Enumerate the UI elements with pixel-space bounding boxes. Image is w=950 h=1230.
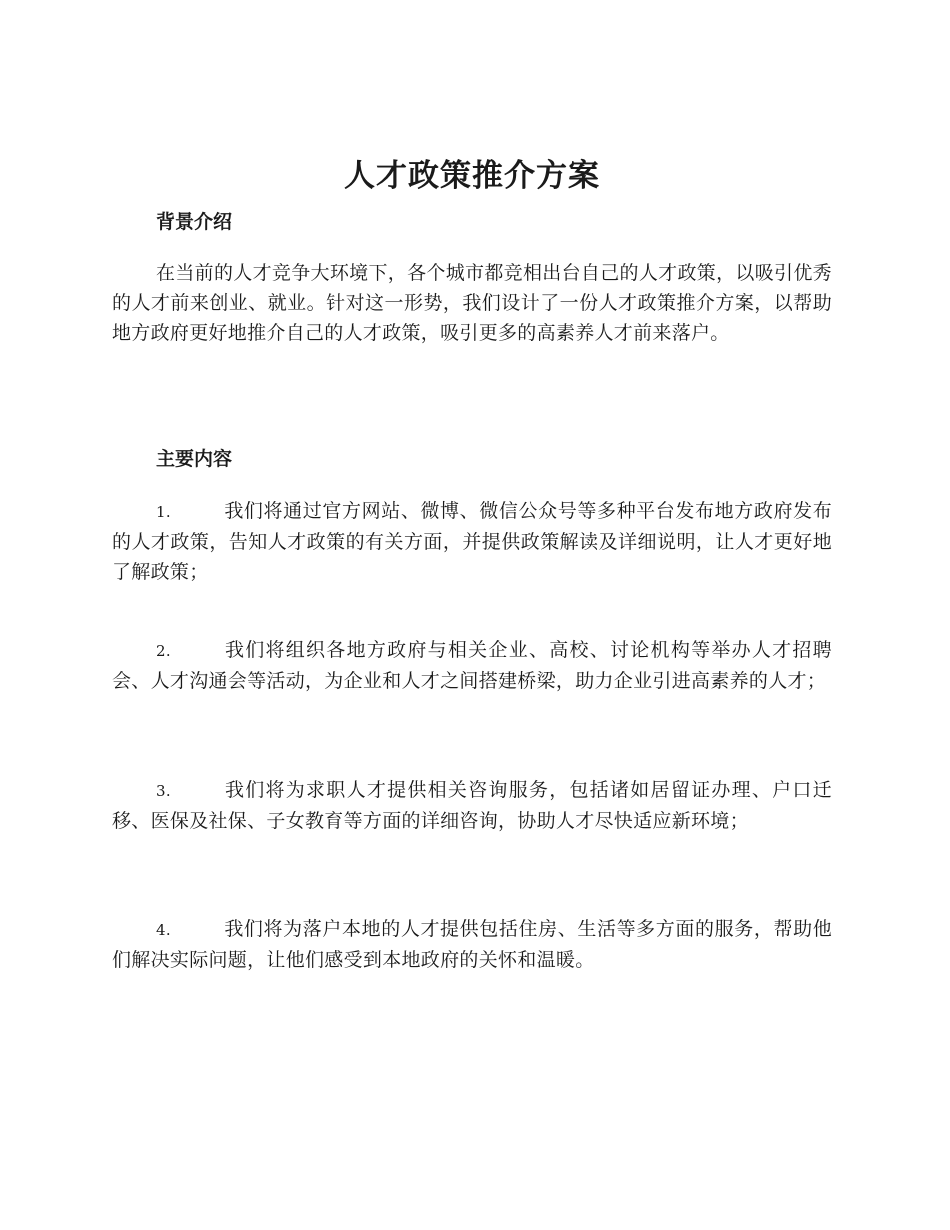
list-item — [112, 914, 832, 975]
list-item-text: 我们将为落户本地的人才提供包括住房、生活等多方面的服务，帮助他们解决实际问题，让他们感受到本地政府的关怀和温暖。 — [112, 918, 832, 971]
list-item-text: 我们将通过官方网站、微博、微信公众号等多种平台发布地方政府发布的人才政策，告知人才政策的有关方面，并提供政策解读及详细说明，让人才更好地了解政策； — [112, 500, 832, 583]
list-item — [112, 775, 832, 836]
section-heading-background: 背景介绍 — [156, 211, 233, 233]
list-item-text: 我们将为求职人才提供相关咨询服务，包括诸如居留证办理、户口迁移、医保及社保、子女教育等方面的详细咨询，协助人才尽快适应新环境； — [112, 779, 832, 832]
list-item-number: 3. — [156, 782, 171, 800]
list-item-number: 1. — [156, 503, 171, 521]
list-item — [112, 496, 832, 587]
list-item-number: 4. — [156, 921, 171, 939]
list-item — [112, 635, 832, 696]
document-title: 人才政策推介方案 — [344, 158, 600, 194]
background-paragraph: 在当前的人才竞争大环境下，各个城市都竞相出台自己的人才政策，以吸引优秀的人才前来创业、就业。针对这一形势，我们设计了一份人才政策推介方案，以帮助地方政府更好地推介自己的人才政策，吸引更多的高素养人才前来落户。 — [112, 262, 832, 344]
section-heading-main-content: 主要内容 — [156, 448, 233, 470]
list-item-number: 2. — [156, 642, 171, 660]
list-item-text: 我们将组织各地方政府与相关企业、高校、讨论机构等举办人才招聘会、人才沟通会等活动，为企业和人才之间搭建桥梁，助力企业引进高素养的人才； — [112, 639, 832, 692]
